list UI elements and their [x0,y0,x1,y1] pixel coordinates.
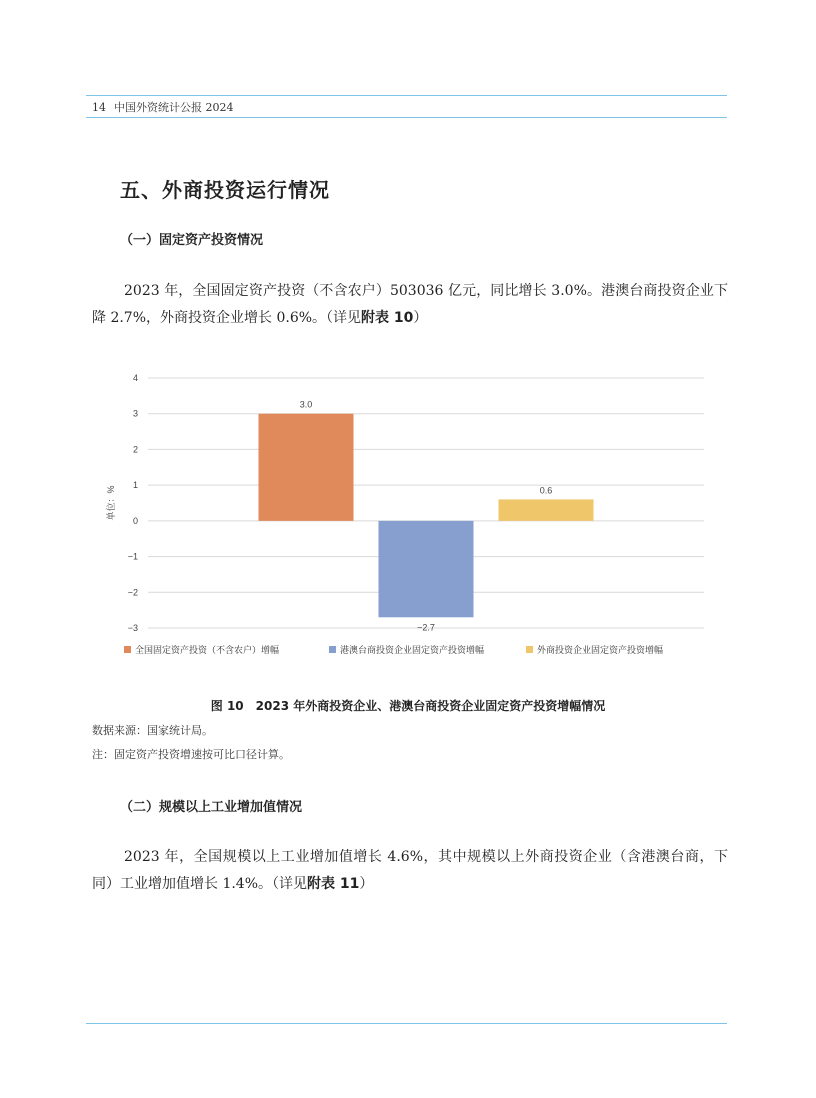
y-tick-label: 0 [132,515,138,526]
bar [379,521,474,617]
header-top-rule [86,95,727,96]
y-tick-label: 2 [132,444,138,455]
appendix-table-ref[interactable]: 附表 11 [307,876,360,892]
publication-title: 中国外资统计公报 2024 [114,101,234,114]
y-tick-label: −3 [127,623,138,633]
footer-rule [86,1023,727,1024]
y-tick-label: 3 [132,408,138,419]
bar [259,414,354,521]
paragraph-industrial [92,844,728,898]
paragraph-text: 2023 年，全国规模以上工业增加值增长 4.6%，其中规模以上外商投资企业（含港澳台商，下同）工业增加值增长 1.4%。（详见 [92,849,728,892]
figure-note: 注：固定资产投资增速按可比口径计算。 [92,748,290,761]
subsection-title-industrial: （二）规模以上工业增加值情况 [120,800,303,815]
legend-entry: 全国固定资产投资（不含农户）增幅 [135,645,280,655]
paragraph-end: ） [359,876,374,892]
y-axis-label: 单位：% [106,485,116,521]
figure-caption: 图 10 2023 年外商投资企业、港澳台商投资企业固定资产投资增幅情况 [210,699,606,713]
section-title: 五、外商投资运行情况 [120,178,330,202]
legend-swatch [329,646,336,653]
legend-entry: 外商投资企业固定资产投资增幅 [537,645,664,655]
bar-value-label: 0.6 [539,485,553,496]
y-tick-label: 1 [132,480,138,491]
fixed-asset-growth-chart [92,360,722,670]
legend-entry: 港澳台商投资企业固定资产投资增幅 [340,645,485,655]
figure-source: 数据来源：国家统计局。 [92,724,213,737]
y-tick-label: −2 [127,587,138,598]
running-header [92,99,234,115]
paragraph-end: ） [413,310,428,326]
page-number: 14 [92,101,106,114]
bar-value-label: −2.7 [417,622,435,633]
subsection-title-fixed-assets: （一）固定资产投资情况 [120,233,264,248]
y-tick-label: 4 [132,373,138,383]
legend-swatch [526,646,533,653]
bar [499,499,594,520]
paragraph-text: 2023 年，全国固定资产投资（不含农户）503036 亿元，同比增长 3.0%。港澳台商投资企业下降 2.7%，外商投资企业增长 0.6%。（详见 [92,283,728,326]
header-bottom-rule [86,117,727,118]
bar-value-label: 3.0 [299,399,313,410]
appendix-table-ref[interactable]: 附表 10 [361,310,414,326]
paragraph-fixed-assets [92,278,728,332]
y-tick-label: −1 [127,551,138,562]
legend-swatch [124,646,131,653]
